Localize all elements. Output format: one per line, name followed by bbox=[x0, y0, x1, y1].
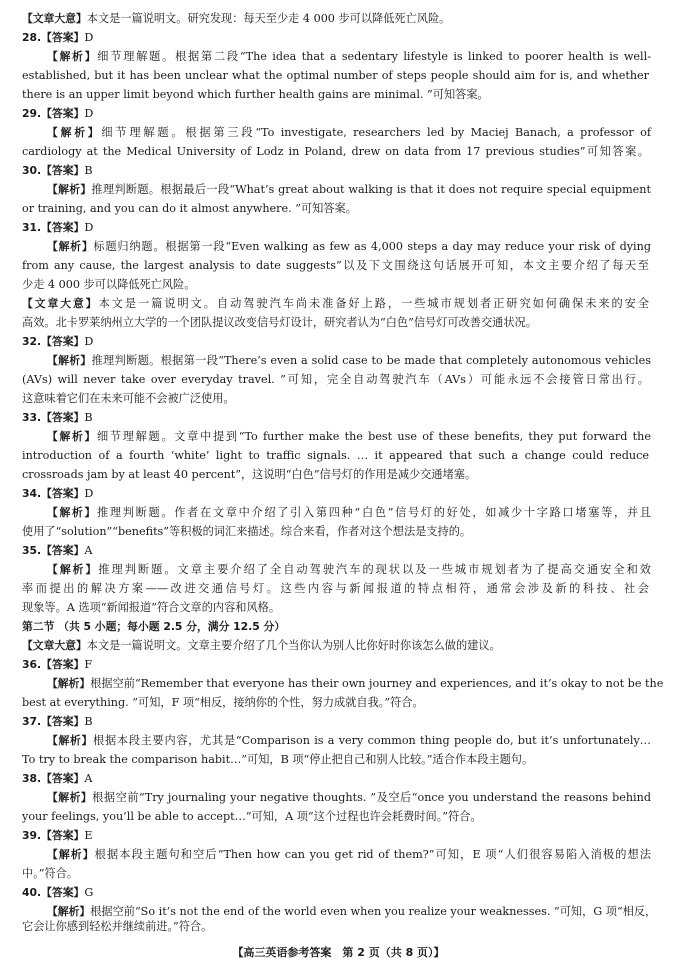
answer-31: 31.【答案】D bbox=[22, 221, 94, 234]
analysis-39-line-1: 【解析】根据本段主题句和空后“Then how can you get rid of them?”可知，E 项“人们很容易陷入消极的想法 bbox=[47, 848, 652, 861]
answer-34: 34.【答案】D bbox=[22, 487, 94, 500]
answer-33: 33.【答案】B bbox=[22, 411, 93, 424]
answer-28: 28.【答案】D bbox=[22, 31, 94, 44]
answer-39: 39.【答案】E bbox=[22, 829, 93, 842]
analysis-32-line-2: (AVs) will never take over everyday travel. ”可知，完全自动驾驶汽车（AVs）可能永远不会接管日常出行。 bbox=[22, 373, 649, 386]
analysis-39-line-2: 中。”符合。 bbox=[22, 867, 79, 880]
analysis-29-line-2: cardiology at the Medical University of Lodz in Poland, drew on data from 17 previous studies”可知答案。 bbox=[22, 145, 649, 158]
section-heading: 第二节 （共 5 小题；每小题 2.5 分，满分 12.5 分） bbox=[22, 620, 286, 633]
analysis-40-line-1: 【解析】根据空前“So it’s not the end of the world even when you realize your weaknesses. ”可知，G 项“相反， bbox=[47, 905, 657, 918]
answer-32: 32.【答案】D bbox=[22, 335, 94, 348]
answer-38: 38.【答案】A bbox=[22, 772, 93, 785]
analysis-29-line-1: 【解析】细节理解题。根据第三段“To investigate, researchers led by Maciej Banach, a professor of bbox=[47, 126, 651, 139]
analysis-36-line-1: 【解析】根据空前“Remember that everyone has their own journey and experiences, and it’s okay to not be the bbox=[47, 677, 664, 690]
analysis-30-line-2: or training, and you can do it almost anywhere. ”可知答案。 bbox=[22, 202, 357, 215]
analysis-38-line-1: 【解析】根据空前“Try journaling your negative thoughts. ”及空后“once you understand the reasons behind bbox=[47, 791, 652, 804]
analysis-33-line-1: 【解析】细节理解题。文章中提到“To further make the best use of these benefits, they put forward the bbox=[47, 430, 651, 443]
analysis-38-line-2: your feelings, you’ll be able to accept…”可知，A 项“这个过程也许会耗费时间。”符合。 bbox=[22, 810, 482, 823]
analysis-30-line-1: 【解析】推理判断题。根据最后一段“What’s great about walking is that it does not require special equipment bbox=[47, 183, 651, 196]
analysis-28-line-2: established, but it has been unclear what the optimal number of steps people should aim for is, and whether bbox=[22, 69, 649, 82]
analysis-28-line-1: 【解析】细节理解题。根据第二段“The idea that a sedentary lifestyle is linked to poorer health is well- bbox=[47, 50, 651, 63]
answer-37: 37.【答案】B bbox=[22, 715, 93, 728]
article-summary-2-line-2: 高效。北卡罗莱纳州立大学的一个团队提议改变信号灯设计，研究者认为“白色”信号灯可改善交通状况。 bbox=[22, 316, 537, 329]
analysis-32-line-1: 【解析】推理判断题。根据第一段“There’s even a solid case to be made that completely autonomous vehicles bbox=[47, 354, 651, 367]
article-summary-3: 【文章大意】本文是一篇说明文。文章主要介绍了几个当你认为别人比你好时你该怎么做的建议。 bbox=[22, 639, 501, 652]
analysis-31-line-2: from any cause, the largest analysis to date suggests”以及下文围绕这句话展开可知，本文主要介绍了每天至 bbox=[22, 259, 649, 272]
analysis-40-line-2: 它会让你感到轻松并继续前进。”符合。 bbox=[22, 920, 213, 933]
analysis-35-line-2: 率而提出的解决方案——改进交通信号灯。这些内容与新闻报道的特点相符，通常会涉及新的科技、社会 bbox=[22, 582, 649, 595]
analysis-31-line-1: 【解析】标题归纳题。根据第一段“Even walking as few as 4,000 steps a day may reduce your risk of dying bbox=[47, 240, 651, 253]
article-summary-1: 【文章大意】本文是一篇说明文。研究发现：每天至少走 4 000 步可以降低死亡风险。 bbox=[22, 12, 451, 25]
answer-40: 40.【答案】G bbox=[22, 886, 94, 899]
answer-30: 30.【答案】B bbox=[22, 164, 93, 177]
page-footer: 【高三英语参考答案 第 2 页（共 8 页）】 bbox=[232, 946, 445, 959]
answer-29: 29.【答案】D bbox=[22, 107, 94, 120]
analysis-32-line-3: 这意味着它们在未来可能不会被广泛使用。 bbox=[22, 392, 235, 405]
analysis-37-line-1: 【解析】根据本段主要内容，尤其是“Comparison is a very common thing people do, but it’s unfortunately… bbox=[47, 734, 651, 747]
answer-35: 35.【答案】A bbox=[22, 544, 93, 557]
summary-label: 【文章大意】 bbox=[22, 12, 87, 25]
analysis-28-line-3: there is an upper limit beyond which further health gains are minimal. ”可知答案。 bbox=[22, 88, 489, 101]
analysis-31-line-3: 少走 4 000 步可以降低死亡风险。 bbox=[22, 278, 196, 291]
analysis-35-line-3: 现象等。A 选项“新闻报道”符合文章的内容和风格。 bbox=[22, 601, 281, 614]
analysis-34-line-1: 【解析】推理判断题。作者在文章中介绍了引入第四种“白色”信号灯的好处，如减少十字路口堵塞等，并且 bbox=[47, 506, 651, 519]
analysis-35-line-1: 【解析】推理判断题。文章主要介绍了全自动驾驶汽车的现状以及一些城市规划者为了提高交通安全和效 bbox=[47, 563, 651, 576]
answer-36: 36.【答案】F bbox=[22, 658, 93, 671]
article-summary-2-line-1: 【文章大意】本文是一篇说明文。自动驾驶汽车尚未准备好上路，一些城市规划者正研究如何确保未来的安全 bbox=[22, 297, 649, 310]
analysis-37-line-2: To try to break the comparison habit…”可知，B 项“停止把自己和别人比较。”适合作本段主题句。 bbox=[22, 753, 534, 766]
analysis-33-line-2: introduction of a fourth ‘white’ light to traffic signals. … it appeared that such a change could reduce bbox=[22, 449, 649, 462]
analysis-34-line-2: 使用了“solution”“benefits”等积极的词汇来描述。综合来看，作者对这个想法是支持的。 bbox=[22, 525, 472, 538]
analysis-33-line-3: crossroads jam by at least 40 percent”，这说明“白色”信号灯的作用是减少交通堵塞。 bbox=[22, 468, 477, 481]
analysis-36-line-2: best at everything. ”可知，F 项“相反，接纳你的个性，努力成就自我。”符合。 bbox=[22, 696, 424, 709]
